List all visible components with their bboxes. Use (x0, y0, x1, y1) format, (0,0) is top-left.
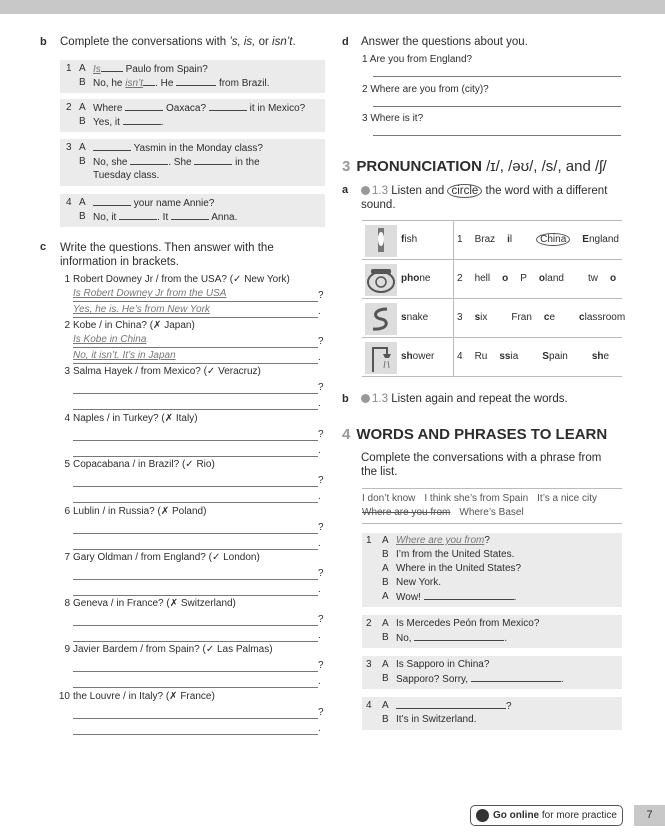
question-prompt: Copacabana / in Brazil? (✓ Rio) (73, 459, 215, 470)
question-number: 7 (64, 552, 70, 563)
full-stop: . (318, 306, 321, 317)
question-prompt: Javier Bardem / from Spain? (✓ Las Palmas) (73, 644, 273, 655)
short-answer-line[interactable] (73, 721, 318, 735)
question-mark: ? (318, 660, 324, 671)
question-mark: ? (318, 475, 324, 486)
short-answer-line[interactable] (73, 536, 318, 550)
go-online-button[interactable]: Go online for more practice (470, 805, 623, 826)
question-prompt: Naples / in Turkey? (✗ Italy) (73, 413, 198, 424)
exercise-4-instruction: Complete the conversations with a phrase from the list. (361, 452, 602, 478)
exercise-3b-instruction: 1.3 Listen again and repeat the words. (361, 393, 568, 405)
question-prompt: Lublin / in Russia? (✗ Poland) (73, 506, 207, 517)
answer-line-d2[interactable] (373, 106, 621, 107)
question-answer-line[interactable]: Is Kobe in China (73, 334, 318, 348)
circled-word[interactable]: China (536, 233, 570, 246)
full-stop: . (318, 723, 321, 734)
full-stop: . (318, 538, 321, 549)
exercise-d-letter: d (342, 36, 349, 48)
question-mark: ? (318, 522, 324, 533)
question-number: 1 (64, 274, 70, 285)
exercise-3a-letter: a (342, 184, 349, 196)
pronunciation-table (362, 220, 626, 377)
conversation-4-2: 2 A Is Mercedes Peón from Mexico? B No, . (362, 615, 622, 648)
exercise-b-letter: b (40, 36, 47, 48)
short-answer-line[interactable]: No, it isn’t. It’s in Japan (73, 350, 318, 364)
section-4-heading: 4 WORDS AND PHRASES TO LEARN (342, 426, 608, 443)
pronunciation-row: shower 4 Ru ssia Spain she (362, 338, 622, 377)
question-mark: ? (318, 707, 324, 718)
question-prompt: Salma Hayek / from Mexico? (✓ Veracruz) (73, 366, 261, 377)
conversation-4-4: 4 A ? B It’s in Switzerland. (362, 697, 622, 730)
phrase-used: Where are you from (362, 507, 451, 518)
short-answer-line[interactable] (73, 582, 318, 596)
shower-icon (365, 342, 397, 374)
question-number: 8 (64, 598, 70, 609)
conversation-b4: 4 A your name Annie? B No, it . It Anna. (60, 194, 325, 227)
full-stop: . (318, 584, 321, 595)
question-number: 6 (64, 506, 70, 517)
question-d3: 3 Where is it? (362, 113, 424, 124)
question-answer-line[interactable] (73, 566, 318, 580)
short-answer-line[interactable] (73, 489, 318, 503)
conversation-4-1: 1 A Where are you from? B I’m from the United States. A Where in the United States? B New York. A Wow! . (362, 533, 622, 607)
fish-icon (365, 225, 397, 257)
question-mark: ? (318, 568, 324, 579)
page-number: 7 (634, 805, 665, 826)
phrase: Where’s Basel (459, 507, 524, 518)
audio-icon[interactable] (361, 186, 370, 195)
question-number: 5 (64, 459, 70, 470)
question-mark: ? (318, 290, 324, 301)
short-answer-line[interactable] (73, 443, 318, 457)
short-answer-line[interactable]: Yes, he is. He’s from New York (73, 304, 318, 318)
exercise-d-instruction: Answer the questions about you. (361, 36, 528, 48)
full-stop: . (318, 676, 321, 687)
question-mark: ? (318, 429, 324, 440)
question-answer-line[interactable] (73, 380, 318, 394)
question-d1: 1 Are you from England? (362, 54, 473, 65)
conversation-b2: 2 A Where Oaxaca? it in Mexico? B Yes, it . (60, 99, 325, 132)
exercise-b-instruction: Complete the conversations with ’s, is, or isn’t. (60, 36, 296, 48)
top-bar (0, 0, 665, 14)
question-number: 3 (64, 366, 70, 377)
globe-icon (476, 809, 489, 822)
question-prompt: Kobe / in China? (✗ Japan) (73, 320, 195, 331)
question-prompt: the Louvre / in Italy? (✗ France) (73, 691, 215, 702)
question-mark: ? (318, 614, 324, 625)
conversation-b1: 1 A Is Paulo from Spain? B No, he isn’t . He from Brazil. (60, 60, 325, 93)
exercise-3b-letter: b (342, 393, 349, 405)
conversation-b3: 3 A Yasmin in the Monday class? B No, she . She in the Tuesday class. (60, 139, 325, 186)
exercise-3a-instruction: 1.3 Listen and circle the word with a different sound. (361, 185, 608, 211)
full-stop: . (318, 352, 321, 363)
audio-icon[interactable] (361, 394, 370, 403)
answer-line-d1[interactable] (373, 76, 621, 77)
question-prompt: Gary Oldman / from England? (✓ London) (73, 552, 260, 563)
phrase-list (362, 488, 622, 524)
exercise-c-letter: c (40, 241, 47, 253)
full-stop: . (318, 398, 321, 409)
question-number: 9 (64, 644, 70, 655)
question-number: 2 (64, 320, 70, 331)
question-answer-line[interactable] (73, 520, 318, 534)
question-mark: ? (318, 336, 324, 347)
question-prompt: Robert Downey Jr / from the USA? (✓ New York) (73, 274, 290, 285)
question-answer-line[interactable]: Is Robert Downey Jr from the USA (73, 288, 318, 302)
pronunciation-row: phone 2 hell o P oland tw o (362, 260, 622, 299)
full-stop: . (318, 630, 321, 641)
short-answer-line[interactable] (73, 628, 318, 642)
full-stop: . (318, 491, 321, 502)
question-number: 10 (58, 691, 70, 702)
phrase: I think she’s from Spain (424, 493, 529, 504)
short-answer-line[interactable] (73, 674, 318, 688)
question-answer-line[interactable] (73, 658, 318, 672)
full-stop: . (318, 445, 321, 456)
question-answer-line[interactable] (73, 427, 318, 441)
phrase: It’s a nice city (537, 493, 597, 504)
pronunciation-row: snake 3 six Fran ce classroom (362, 299, 622, 338)
phrase: I don’t know (362, 493, 416, 504)
short-answer-line[interactable] (73, 396, 318, 410)
question-answer-line[interactable] (73, 612, 318, 626)
conversation-4-3: 3 A Is Sapporo in China? B Sapporo? Sorry, . (362, 656, 622, 689)
question-mark: ? (318, 382, 324, 393)
section-3-heading: 3 PRONUNCIATION /ɪ/, /əʊ/, /s/, and /ʃ/ (342, 158, 607, 175)
answer-line-d3[interactable] (373, 135, 621, 136)
question-number: 4 (64, 413, 70, 424)
exercise-c-instruction: Write the questions. Then answer with the information in brackets. (60, 242, 274, 268)
snake-icon (365, 303, 397, 335)
phone-icon (365, 264, 397, 296)
question-d2: 2 Where are you from (city)? (362, 84, 489, 95)
question-prompt: Geneva / in France? (✗ Switzerland) (73, 598, 236, 609)
pronunciation-row: fish 1 Braz il China England (362, 221, 622, 260)
question-answer-line[interactable] (73, 473, 318, 487)
question-answer-line[interactable] (73, 705, 318, 719)
